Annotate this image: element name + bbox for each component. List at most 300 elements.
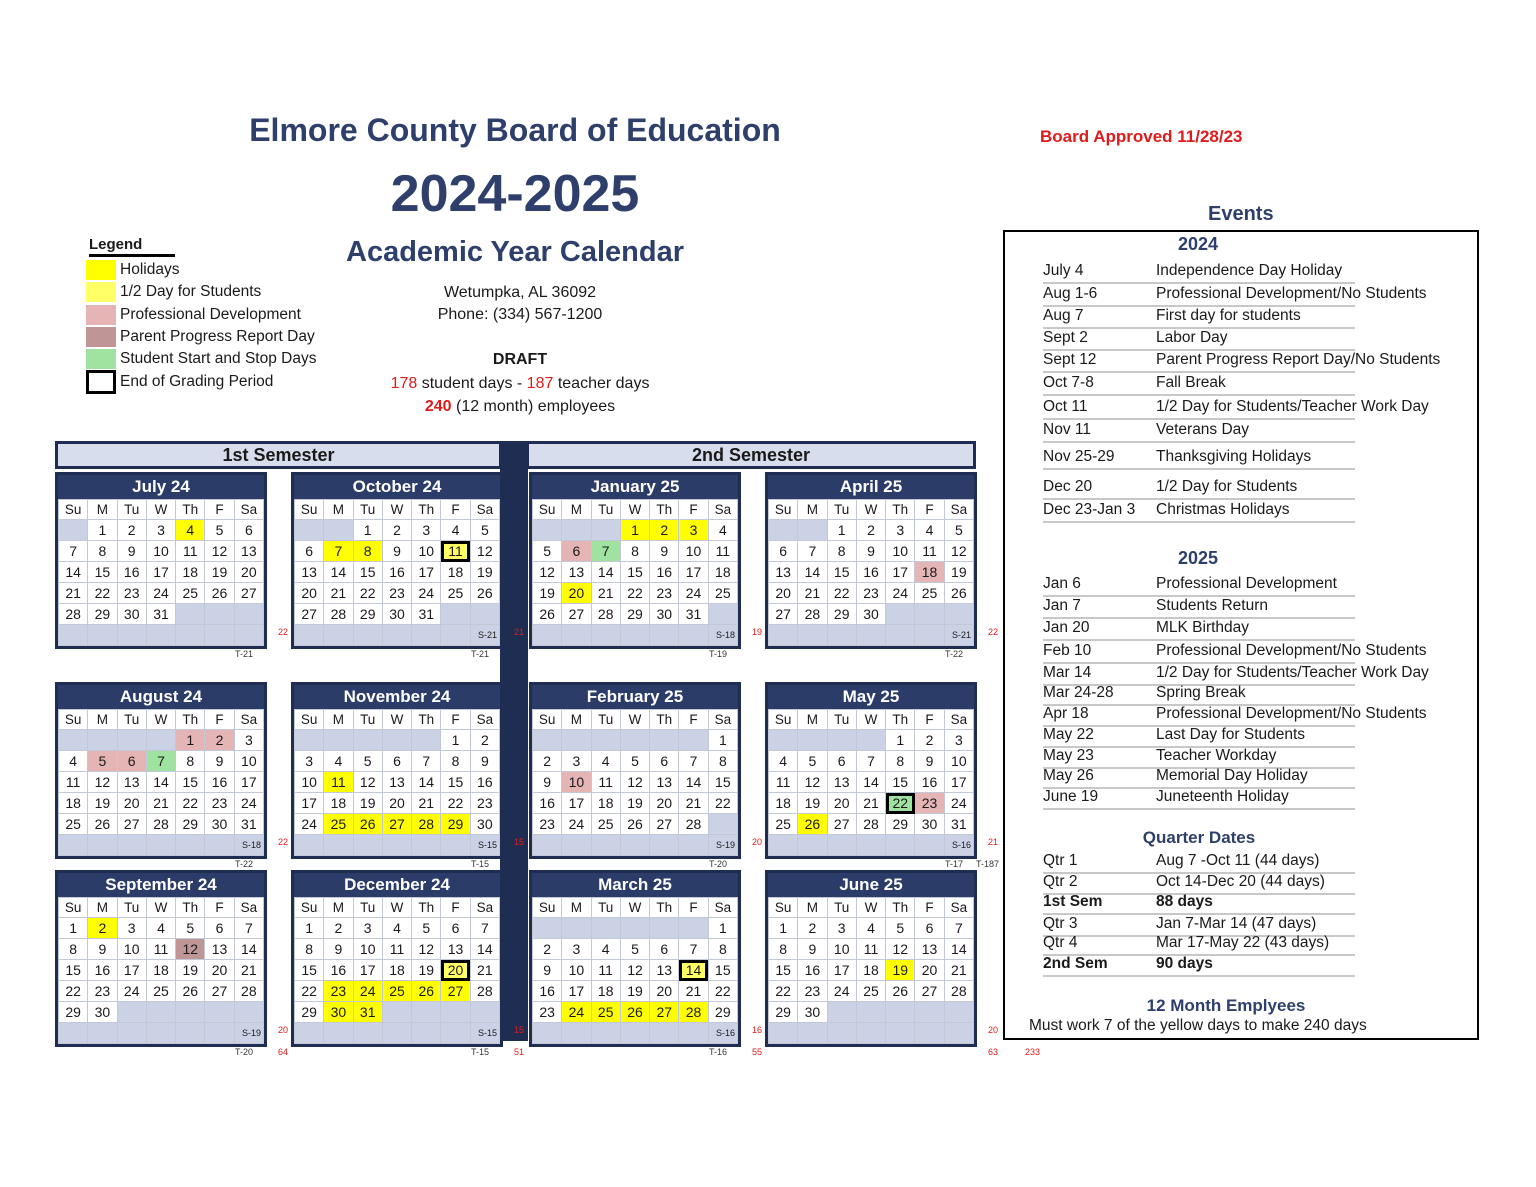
- calendar-day: 5: [88, 751, 117, 772]
- weekday-header: Tu: [827, 710, 856, 730]
- weekday-header: Th: [412, 898, 441, 918]
- calendar-day: 7: [146, 751, 175, 772]
- legend-swatch: [86, 327, 116, 347]
- month-day-total: 16: [752, 1025, 763, 1035]
- calendar-day: 23: [205, 793, 234, 814]
- calendar-day: 5: [798, 751, 827, 772]
- calendar-day: 14: [944, 939, 973, 960]
- event-date: May 22: [1043, 726, 1094, 743]
- calendar-day: 2: [650, 520, 679, 541]
- calendar-day: 30: [205, 814, 234, 835]
- footer-cell: [176, 625, 205, 646]
- footer-cell: [679, 1023, 708, 1044]
- weekday-header: M: [798, 710, 827, 730]
- footer-cell: [915, 625, 944, 646]
- calendar-day: 9: [798, 939, 827, 960]
- calendar-day: 17: [886, 562, 915, 583]
- event-description: Professional Development/No Students: [1156, 705, 1427, 722]
- footer-cell: [798, 625, 827, 646]
- calendar-day: 4: [59, 751, 88, 772]
- month-day-total: 20: [752, 837, 763, 847]
- calendar-day: 30: [856, 604, 885, 625]
- calendar-day: 19: [620, 981, 649, 1002]
- calendar-day: 15: [886, 772, 915, 793]
- calendar-day: 31: [679, 604, 708, 625]
- event-row: [1043, 595, 1355, 619]
- calendar-day: 26: [88, 814, 117, 835]
- event-date: June 19: [1043, 788, 1099, 805]
- calendar-day: 1: [88, 520, 117, 541]
- weekday-header: M: [562, 898, 591, 918]
- teacher-year-total: T-187: [976, 859, 1000, 869]
- event-date: Sept 2: [1043, 329, 1088, 346]
- calendar-day: 28: [234, 981, 263, 1002]
- footer-cell: [650, 1023, 679, 1044]
- calendar-day: 6: [205, 918, 234, 939]
- teacher-day-count: T-16: [709, 1047, 728, 1057]
- calendar-day: 4: [324, 751, 353, 772]
- footer-cell: [146, 625, 175, 646]
- month-calendar: [529, 682, 741, 859]
- month-day-total: 15: [514, 1025, 525, 1035]
- student-day-count: S-21: [944, 625, 973, 646]
- calendar-empty-cell: [856, 730, 885, 751]
- weekday-header: Th: [886, 710, 915, 730]
- event-row: [1043, 327, 1355, 351]
- calendar-day: 25: [176, 583, 205, 604]
- calendar-empty-cell: [59, 520, 88, 541]
- calendar-day: 1: [441, 730, 470, 751]
- calendar-day: 21: [470, 960, 499, 981]
- legend-title: Legend: [89, 236, 175, 257]
- weekday-header: W: [382, 898, 411, 918]
- weekday-header: Sa: [234, 710, 263, 730]
- calendar-day: 20: [205, 960, 234, 981]
- calendar-day: 23: [915, 793, 944, 814]
- calendar-day: 14: [679, 960, 708, 981]
- calendar-day: 30: [324, 1002, 353, 1023]
- event-row: [1043, 499, 1355, 523]
- calendar-day: 26: [205, 583, 234, 604]
- event-description: Mar 17-May 22 (43 days): [1156, 934, 1330, 951]
- calendar-day: 28: [591, 604, 620, 625]
- event-date: Oct 7-8: [1043, 374, 1094, 391]
- calendar-day: 8: [59, 939, 88, 960]
- month-calendar: [291, 472, 503, 649]
- calendar-day: 3: [117, 918, 146, 939]
- calendar-day: 13: [562, 562, 591, 583]
- calendar-empty-cell: [886, 1002, 915, 1023]
- footer-cell: [944, 1023, 973, 1044]
- footer-cell: [88, 625, 117, 646]
- month-day-total: 21: [988, 837, 999, 847]
- weekday-header: Su: [59, 500, 88, 520]
- calendar-day: 11: [915, 541, 944, 562]
- calendar-day: 6: [295, 541, 324, 562]
- calendar-day: 28: [59, 604, 88, 625]
- legend-label: Student Start and Stop Days: [120, 350, 317, 367]
- calendar-day: 22: [88, 583, 117, 604]
- event-row: [1043, 283, 1427, 307]
- month-day-total: 20: [988, 1025, 999, 1035]
- calendar-day: 1: [176, 730, 205, 751]
- calendar-day: 12: [886, 939, 915, 960]
- calendar-day: 29: [886, 814, 915, 835]
- calendar-day: 29: [708, 1002, 737, 1023]
- legend-label: 1/2 Day for Students: [120, 283, 262, 300]
- calendar-day: 14: [679, 772, 708, 793]
- calendar-day: 20: [650, 793, 679, 814]
- calendar-empty-cell: [412, 730, 441, 751]
- calendar-day: 24: [412, 583, 441, 604]
- calendar-empty-cell: [324, 730, 353, 751]
- footer-cell: [827, 1023, 856, 1044]
- legend-item: [86, 326, 315, 348]
- calendar-empty-cell: [470, 604, 499, 625]
- calendar-day: 11: [176, 541, 205, 562]
- calendar-day: 15: [295, 960, 324, 981]
- footer-cell: [324, 835, 353, 856]
- calendar-day: 8: [708, 751, 737, 772]
- events-year-2024: 2024: [1177, 234, 1219, 254]
- student-day-count: S-15: [470, 835, 499, 856]
- calendar-empty-cell: [591, 918, 620, 939]
- calendar-day: 18: [146, 960, 175, 981]
- weekday-header: Sa: [708, 710, 737, 730]
- calendar-day: 19: [353, 793, 382, 814]
- weekday-header: Su: [769, 500, 798, 520]
- event-description: Spring Break: [1156, 684, 1246, 701]
- weekday-header: F: [205, 898, 234, 918]
- legend-item: [86, 348, 316, 370]
- calendar-day: 6: [382, 751, 411, 772]
- calendar-day: 18: [59, 793, 88, 814]
- calendar-day: 8: [886, 751, 915, 772]
- event-date: May 26: [1043, 767, 1094, 784]
- footer-cell: [620, 835, 649, 856]
- teacher-day-count: T-22: [945, 649, 964, 659]
- calendar-empty-cell: [798, 730, 827, 751]
- event-date: Aug 7: [1043, 307, 1084, 324]
- legend-label: Holidays: [120, 261, 180, 278]
- weekday-header: W: [146, 500, 175, 520]
- calendar-day: 4: [591, 751, 620, 772]
- event-date: Mar 14: [1043, 664, 1092, 681]
- draft-label: DRAFT: [492, 351, 548, 368]
- weekday-header: Sa: [708, 500, 737, 520]
- calendar-empty-cell: [382, 1002, 411, 1023]
- footer-cell: [117, 625, 146, 646]
- calendar-day: 18: [441, 562, 470, 583]
- calendar-empty-cell: [295, 730, 324, 751]
- calendar-day: 30: [382, 604, 411, 625]
- event-date: Nov 25-29: [1043, 448, 1115, 465]
- calendar-day: 2: [856, 520, 885, 541]
- footer-cell: [295, 625, 324, 646]
- month-title: September 24: [58, 873, 264, 897]
- footer-cell: [915, 1023, 944, 1044]
- calendar-day: 31: [412, 604, 441, 625]
- calendar-day: 2: [88, 918, 117, 939]
- calendar-day: 25: [856, 981, 885, 1002]
- legend-label: Professional Development: [120, 306, 301, 323]
- calendar-empty-cell: [533, 730, 562, 751]
- calendar-subtitle: Academic Year Calendar: [346, 236, 684, 268]
- calendar-day: 25: [324, 814, 353, 835]
- weekday-header: M: [562, 710, 591, 730]
- calendar-day: 17: [562, 793, 591, 814]
- calendar-day: 18: [324, 793, 353, 814]
- calendar-day: 8: [176, 751, 205, 772]
- weekday-header: M: [324, 710, 353, 730]
- event-date: Jan 20: [1043, 619, 1090, 636]
- calendar-day: 11: [59, 772, 88, 793]
- calendar-day: 19: [470, 562, 499, 583]
- approval-note: Board Approved 11/28/23: [1040, 127, 1243, 146]
- calendar-day: 29: [353, 604, 382, 625]
- event-description: Jan 7-Mar 14 (47 days): [1156, 915, 1317, 932]
- calendar-day: 24: [827, 981, 856, 1002]
- weekday-header: Th: [886, 898, 915, 918]
- calendar-empty-cell: [59, 730, 88, 751]
- weekday-header: Su: [533, 710, 562, 730]
- weekday-header: Su: [769, 898, 798, 918]
- footer-cell: [353, 625, 382, 646]
- calendar-day: 31: [146, 604, 175, 625]
- calendar-day: 5: [353, 751, 382, 772]
- school-year: 2024-2025: [390, 165, 640, 223]
- calendar-day: 1: [353, 520, 382, 541]
- calendar-day: 16: [533, 793, 562, 814]
- calendar-day: 10: [412, 541, 441, 562]
- weekday-header: W: [382, 500, 411, 520]
- event-date: Dec 23-Jan 3: [1043, 501, 1136, 518]
- student-day-count: S-18: [234, 835, 263, 856]
- calendar-day: 30: [88, 1002, 117, 1023]
- footer-cell: [117, 1023, 146, 1044]
- calendar-day: 3: [827, 918, 856, 939]
- calendar-day: 26: [886, 981, 915, 1002]
- calendar-day: 1: [295, 918, 324, 939]
- calendar-day: 26: [470, 583, 499, 604]
- calendar-day: 16: [650, 562, 679, 583]
- footer-cell: [205, 1023, 234, 1044]
- event-date: Apr 18: [1043, 705, 1089, 722]
- calendar-day: 5: [620, 939, 649, 960]
- second-semester-bar: 2nd Semester: [526, 441, 976, 469]
- student-days-count: 178: [390, 375, 418, 392]
- event-row: [1043, 446, 1355, 470]
- calendar-day: 9: [382, 541, 411, 562]
- student-day-count: S-21: [470, 625, 499, 646]
- calendar-day: 19: [533, 583, 562, 604]
- footer-cell: [827, 835, 856, 856]
- calendar-day: 2: [915, 730, 944, 751]
- calendar-day: 14: [412, 772, 441, 793]
- org-title: Elmore County Board of Education: [249, 112, 781, 148]
- calendar-day: 26: [620, 1002, 649, 1023]
- month-calendar: [529, 472, 741, 649]
- events-year-2025: 2025: [1177, 548, 1219, 568]
- quarter-total: 64: [278, 1047, 289, 1057]
- calendar-day: 17: [944, 772, 973, 793]
- month-day-total: 15: [514, 837, 525, 847]
- calendar-day: 21: [679, 981, 708, 1002]
- calendar-day: 24: [295, 814, 324, 835]
- calendar-day: 22: [827, 583, 856, 604]
- calendar-empty-cell: [117, 1002, 146, 1023]
- calendar-day: 11: [856, 939, 885, 960]
- month-title: February 25: [532, 685, 738, 709]
- footer-cell: [769, 1023, 798, 1044]
- calendar-day: 25: [146, 981, 175, 1002]
- calendar-day: 7: [470, 918, 499, 939]
- calendar-day: 28: [470, 981, 499, 1002]
- weekday-header: Sa: [470, 898, 499, 918]
- calendar-day: 12: [88, 772, 117, 793]
- calendar-day: 17: [679, 562, 708, 583]
- calendar-day: 3: [234, 730, 263, 751]
- weekday-header: Su: [295, 898, 324, 918]
- month-title: December 24: [294, 873, 500, 897]
- calendar-day: 26: [798, 814, 827, 835]
- contact-info: [380, 282, 660, 326]
- event-description: Last Day for Students: [1156, 726, 1306, 743]
- month-calendar: [765, 682, 977, 859]
- student-day-count: S-15: [470, 1023, 499, 1044]
- calendar-empty-cell: [382, 730, 411, 751]
- calendar-day: 16: [915, 772, 944, 793]
- calendar-day: 23: [798, 981, 827, 1002]
- weekday-header: Tu: [353, 710, 382, 730]
- weekday-header: Tu: [591, 898, 620, 918]
- calendar-day: 9: [117, 541, 146, 562]
- quarter-total: 63: [988, 1047, 999, 1057]
- month-title: July 24: [58, 475, 264, 499]
- calendar-day: 17: [146, 562, 175, 583]
- calendar-day: 16: [470, 772, 499, 793]
- weekday-header: Tu: [117, 898, 146, 918]
- event-description: 1/2 Day for Students: [1156, 478, 1298, 495]
- footer-cell: [441, 625, 470, 646]
- month-calendar: [55, 682, 267, 859]
- calendar-day: 28: [412, 814, 441, 835]
- calendar-day: 1: [708, 918, 737, 939]
- calendar-day: 26: [176, 981, 205, 1002]
- calendar-empty-cell: [591, 520, 620, 541]
- calendar-empty-cell: [798, 520, 827, 541]
- calendar-empty-cell: [620, 918, 649, 939]
- calendar-day: 15: [176, 772, 205, 793]
- calendar-day: 21: [679, 793, 708, 814]
- calendar-day: 6: [915, 918, 944, 939]
- month-calendar: [529, 870, 741, 1047]
- calendar-day: 11: [769, 772, 798, 793]
- footer-cell: [441, 1023, 470, 1044]
- calendar-day: 10: [146, 541, 175, 562]
- month-title: June 25: [768, 873, 974, 897]
- calendar-day: 12: [353, 772, 382, 793]
- calendar-day: 8: [441, 751, 470, 772]
- calendar-day: 29: [59, 1002, 88, 1023]
- weekday-header: Th: [886, 500, 915, 520]
- calendar-day: 27: [441, 981, 470, 1002]
- month-title: March 25: [532, 873, 738, 897]
- calendar-day: 15: [769, 960, 798, 981]
- weekday-header: Tu: [353, 500, 382, 520]
- calendar-day: 8: [827, 541, 856, 562]
- footer-cell: [146, 835, 175, 856]
- calendar-day: 27: [827, 814, 856, 835]
- event-date: Dec 20: [1043, 478, 1093, 495]
- weekday-header: Th: [176, 898, 205, 918]
- calendar-day: 20: [234, 562, 263, 583]
- calendar-day: 30: [915, 814, 944, 835]
- footer-cell: [412, 835, 441, 856]
- calendar-day: 22: [708, 981, 737, 1002]
- calendar-day: 14: [324, 562, 353, 583]
- weekday-header: Tu: [353, 898, 382, 918]
- weekday-header: F: [205, 500, 234, 520]
- calendar-empty-cell: [146, 730, 175, 751]
- student-days-label: student days -: [421, 375, 523, 392]
- weekday-header: W: [856, 500, 885, 520]
- weekday-header: Sa: [234, 500, 263, 520]
- weekday-header: Sa: [944, 898, 973, 918]
- calendar-day: 6: [441, 918, 470, 939]
- student-day-count: S-16: [944, 835, 973, 856]
- teacher-day-count: T-21: [235, 649, 254, 659]
- footer-cell: [382, 625, 411, 646]
- event-date: Qtr 4: [1043, 934, 1078, 951]
- footer-cell: [205, 835, 234, 856]
- footer-cell: [353, 1023, 382, 1044]
- weekday-header: Th: [176, 500, 205, 520]
- month-day-total: 22: [278, 837, 289, 847]
- weekday-header: Su: [769, 710, 798, 730]
- legend-swatch: [86, 370, 116, 394]
- calendar-day: 25: [708, 583, 737, 604]
- weekday-header: Su: [295, 710, 324, 730]
- footer-cell: [234, 625, 263, 646]
- calendar-day: 31: [234, 814, 263, 835]
- calendar-empty-cell: [679, 730, 708, 751]
- event-date: Aug 1-6: [1043, 285, 1098, 302]
- calendar-empty-cell: [827, 730, 856, 751]
- calendar-day: 12: [205, 541, 234, 562]
- event-description: Oct 14-Dec 20 (44 days): [1156, 873, 1325, 890]
- calendar-day: 16: [798, 960, 827, 981]
- calendar-day: 19: [944, 562, 973, 583]
- event-description: MLK Birthday: [1156, 619, 1250, 636]
- footer-cell: [798, 835, 827, 856]
- footer-cell: [769, 625, 798, 646]
- calendar-day: 27: [234, 583, 263, 604]
- legend-swatch: [86, 349, 116, 369]
- calendar-day: 12: [620, 772, 649, 793]
- footer-cell: [205, 625, 234, 646]
- calendar-day: 26: [533, 604, 562, 625]
- footer-cell: [117, 835, 146, 856]
- calendar-empty-cell: [117, 730, 146, 751]
- event-date: Qtr 2: [1043, 873, 1078, 890]
- footer-cell: [562, 625, 591, 646]
- event-description: Aug 7 -Oct 11 (44 days): [1156, 852, 1320, 869]
- footer-cell: [915, 835, 944, 856]
- calendar-empty-cell: [205, 1002, 234, 1023]
- calendar-day: 9: [650, 541, 679, 562]
- calendar-day: 21: [146, 793, 175, 814]
